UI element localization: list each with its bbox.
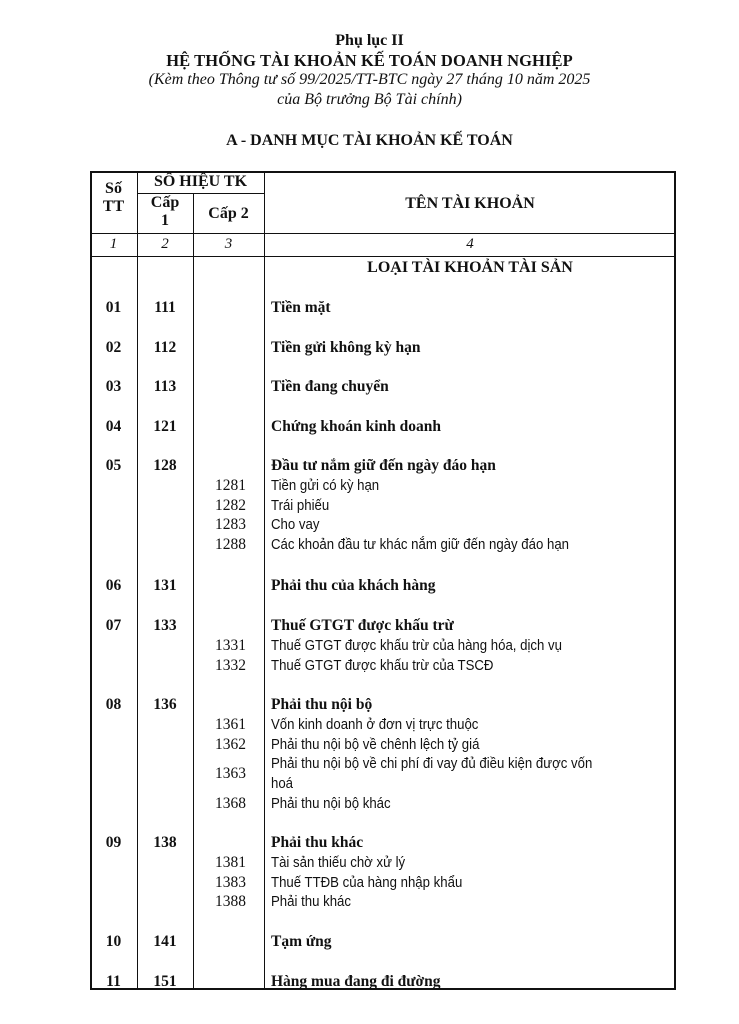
row-stt: 02 [105,339,122,356]
sub-account-name: Trái phiếu [271,496,330,514]
appendix-label: Phụ lục II [335,32,404,49]
row-account-name: Tiền mặt [271,299,331,316]
row-stt: 09 [105,834,122,851]
sub-account-name: Các khoản đầu tư khác nắm giữ đến ngày đáo hạn [271,536,570,554]
row-account-name: Hàng mua đang đi đường [271,973,441,990]
column-index-3: 3 [224,236,233,252]
sub-account-name-continued: hoá [271,775,294,793]
row-account-name: Tiền đang chuyển [271,378,389,395]
header-level-1 [137,194,193,230]
row-level-1-code: 141 [153,933,177,950]
column-index-2: 2 [161,236,169,252]
sub-account-code: 1363 [215,765,246,783]
header-account-name: TÊN TÀI KHOẢN [405,195,535,212]
row-stt: 10 [105,933,122,950]
header-account-code: SỐ HIỆU TK [153,173,248,190]
header-level-1-line-2: 1 [161,212,169,229]
row-stt: 04 [105,418,122,435]
row-account-name: Đầu tư nắm giữ đến ngày đáo hạn [271,457,496,474]
row-level-1-code: 121 [153,418,177,435]
header-level-2: Cấp 2 [208,205,249,222]
sub-account-name: Tiền gửi có kỳ hạn [271,476,380,494]
row-level-1-code: 113 [153,378,177,395]
row-stt: 05 [105,457,122,474]
sub-account-name: Phải thu nội bộ về chi phí đi vay đủ điều kiện được vốn [271,755,593,773]
sub-account-code: 1288 [215,536,246,554]
sub-account-code: 1361 [215,715,246,733]
document-title: HỆ THỐNG TÀI KHOẢN KẾ TOÁN DOANH NGHIỆP [166,51,573,70]
row-level-1-code: 151 [153,973,177,990]
row-level-1-code: 131 [153,577,177,594]
row-level-1-code: 111 [154,299,176,316]
sub-account-name: Thuế GTGT được khấu trừ của TSCĐ [271,656,494,674]
group-title: LOẠI TÀI KHOẢN TÀI SẢN [367,259,573,276]
row-stt: 01 [105,299,122,316]
row-account-name: Thuế GTGT được khấu trừ [271,617,454,634]
row-level-1-code: 133 [153,617,177,634]
row-account-name: Phải thu nội bộ [271,696,373,713]
sub-account-name: Vốn kinh doanh ở đơn vị trực thuộc [271,715,479,733]
sub-account-code: 1368 [215,795,246,812]
row-level-1-code: 128 [153,457,177,474]
column-divider [264,171,265,990]
column-index-1: 1 [109,236,118,252]
sub-account-code: 1381 [215,853,246,871]
sub-account-code: 1283 [215,516,246,534]
row-stt: 03 [105,378,122,395]
sub-account-name: Thuế GTGT được khấu trừ của hàng hóa, dịch vụ [271,636,562,654]
sub-account-name: Thuế TTĐB của hàng nhập khẩu [271,873,463,891]
sub-account-name: Cho vay [271,516,320,534]
sub-account-name: Tài sản thiếu chờ xử lý [271,853,406,871]
sub-account-code: 1332 [215,656,246,674]
row-account-name: Chứng khoán kinh doanh [271,418,442,435]
row-stt: 11 [106,973,121,990]
header-level-1-line-1: Cấp [150,194,180,211]
document-subtitle-line-1: (Kèm theo Thông tư số 99/2025/TT-BTC ngày 27 tháng 10 năm 2025 [148,71,591,88]
header-stt [90,180,137,216]
sub-account-name: Phải thu nội bộ khác [271,795,391,812]
row-account-name: Phải thu khác [271,834,364,851]
row-stt: 08 [105,696,122,713]
sub-account-name: Phải thu nội bộ về chênh lệch tỷ giá [271,735,480,753]
row-divider [90,256,676,257]
row-account-name: Phải thu của khách hàng [271,577,436,594]
header-stt-line-1: Số [105,180,122,197]
document-subtitle-line-2: của Bộ trưởng Bộ Tài chính) [277,91,462,108]
column-index-4: 4 [466,236,474,252]
row-divider [90,233,676,234]
sub-account-code: 1362 [215,735,246,753]
row-level-1-code: 138 [153,834,177,851]
row-stt: 06 [105,577,122,594]
sub-account-code: 1388 [215,893,246,911]
sub-account-code: 1383 [215,873,246,891]
sub-account-code: 1281 [215,476,246,494]
sub-account-name: Phải thu khác [271,893,351,911]
section-heading: A - DANH MỤC TÀI KHOẢN KẾ TOÁN [226,132,513,149]
sub-account-code: 1282 [215,496,246,514]
row-stt: 07 [105,617,122,634]
sub-account-code: 1331 [215,636,246,654]
row-account-name: Tạm ứng [271,933,332,950]
row-level-1-code: 112 [153,339,177,356]
row-account-name: Tiền gửi không kỳ hạn [271,339,421,356]
header-stt-line-2: TT [102,198,125,215]
row-level-1-code: 136 [153,696,177,713]
